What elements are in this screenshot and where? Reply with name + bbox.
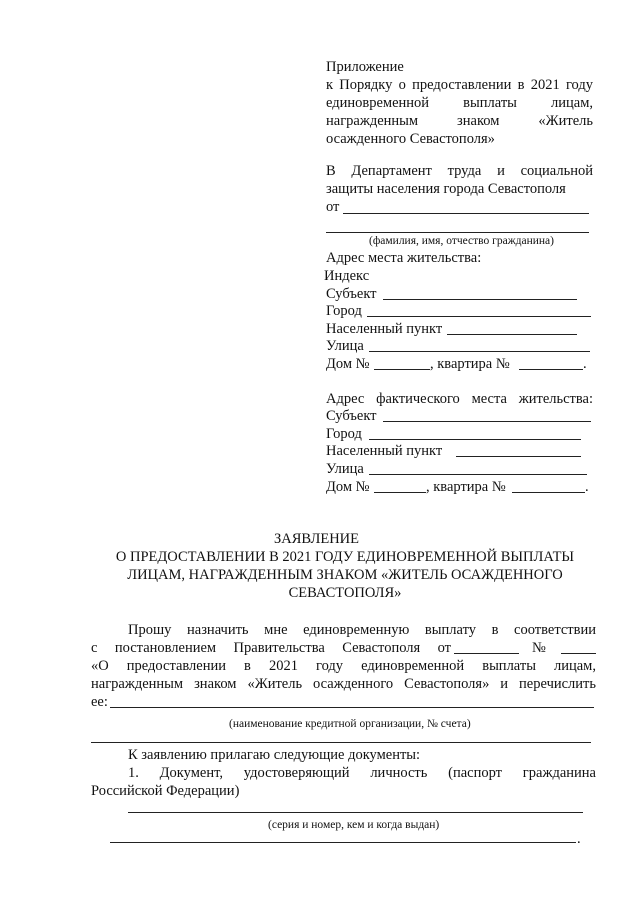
doc1-line-2: Российской Федерации) <box>91 783 240 799</box>
addressee-line-2: защиты населения города Севастополя <box>326 181 566 197</box>
from-label: от <box>326 199 340 215</box>
residence-city-label: Город <box>326 303 362 319</box>
residence-heading: Адрес места жительства: <box>326 250 482 266</box>
appendix-line-2: единовременной выплаты лицам, <box>326 95 593 111</box>
from-name-line-2[interactable] <box>326 232 589 233</box>
statement-title: ЗАЯВЛЕНИЕ <box>273 531 360 547</box>
actual-city-line[interactable] <box>369 439 581 440</box>
residence-subject-label: Субъект <box>326 286 377 302</box>
body-line-2a: с постановлением Правительства Севастополя от <box>91 640 451 656</box>
actual-apartment-label: , квартира № <box>426 479 506 495</box>
actual-heading: Адрес фактического места жительства: <box>326 391 593 407</box>
residence-city-line[interactable] <box>367 316 591 317</box>
bank-line[interactable] <box>110 707 594 708</box>
body-line-3: «О предоставлении в 2021 году единовременной выплаты лицам, <box>91 658 596 674</box>
residence-settlement-label: Населенный пункт <box>326 321 443 337</box>
residence-end-dot: . <box>583 356 587 372</box>
statement-subtitle-3: СЕВАСТОПОЛЯ» <box>288 585 402 601</box>
residence-subject-line[interactable] <box>383 299 577 300</box>
doc1-end-dot: . <box>577 831 581 847</box>
doc1-line-2-field[interactable] <box>110 842 576 843</box>
residence-apartment-line[interactable] <box>519 369 583 370</box>
actual-apartment-line[interactable] <box>512 492 585 493</box>
actual-end-dot: . <box>585 479 589 495</box>
appendix-line-1: к Порядку о предоставлении в 2021 году <box>326 77 593 93</box>
actual-house-line[interactable] <box>374 492 426 493</box>
bank-caption: (наименование кредитной организации, № счета) <box>229 718 471 730</box>
residence-index-label: Индекс <box>324 268 370 284</box>
residence-street-line[interactable] <box>369 351 590 352</box>
actual-settlement-label: Населенный пункт <box>326 443 443 459</box>
bank-line-2[interactable] <box>91 742 591 743</box>
doc1-line-1: 1. Документ, удостоверяющий личность (паспорт гражданина <box>128 765 596 781</box>
statement-subtitle-2: ЛИЦАМ, НАГРАЖДЕННЫМ ЗНАКОМ «ЖИТЕЛЬ ОСАЖДЕННОГО <box>127 567 563 583</box>
actual-street-label: Улица <box>326 461 364 477</box>
body-line-1: Прошу назначить мне единовременную выплату в соответствии <box>128 622 596 638</box>
doc1-line[interactable] <box>128 812 583 813</box>
doc1-caption: (серия и номер, кем и когда выдан) <box>268 819 440 831</box>
residence-settlement-line[interactable] <box>447 334 577 335</box>
body-line-4: награжденным знаком «Житель осажденного Севастополя» и перечислить <box>91 676 596 692</box>
addressee-line-1: В Департамент труда и социальной <box>326 163 593 179</box>
actual-street-line[interactable] <box>369 474 587 475</box>
actual-house-label: Дом № <box>326 479 370 495</box>
from-name-line[interactable] <box>343 213 589 214</box>
actual-settlement-line[interactable] <box>456 456 581 457</box>
residence-house-label: Дом № <box>326 356 370 372</box>
residence-street-label: Улица <box>326 338 364 354</box>
body-line-2b: № <box>532 640 546 656</box>
resolution-number-line[interactable] <box>561 653 596 654</box>
appendix-line-4: осажденного Севастополя» <box>326 131 495 147</box>
actual-subject-label: Субъект <box>326 408 377 424</box>
actual-subject-line[interactable] <box>383 421 591 422</box>
resolution-date-line[interactable] <box>454 653 519 654</box>
appendix-title: Приложение <box>326 59 404 75</box>
body-line-5: ее: <box>91 694 108 710</box>
actual-city-label: Город <box>326 426 362 442</box>
appendix-line-3: награжденным знаком «Житель <box>326 113 593 129</box>
residence-apartment-label: , квартира № <box>430 356 510 372</box>
statement-subtitle-1: О ПРЕДОСТАВЛЕНИИ В 2021 ГОДУ ЕДИНОВРЕМЕННОЙ ВЫПЛАТЫ <box>115 549 575 565</box>
residence-house-line[interactable] <box>374 369 430 370</box>
name-caption: (фамилия, имя, отчество гражданина) <box>369 235 554 247</box>
attach-intro: К заявлению прилагаю следующие документы: <box>128 747 421 763</box>
